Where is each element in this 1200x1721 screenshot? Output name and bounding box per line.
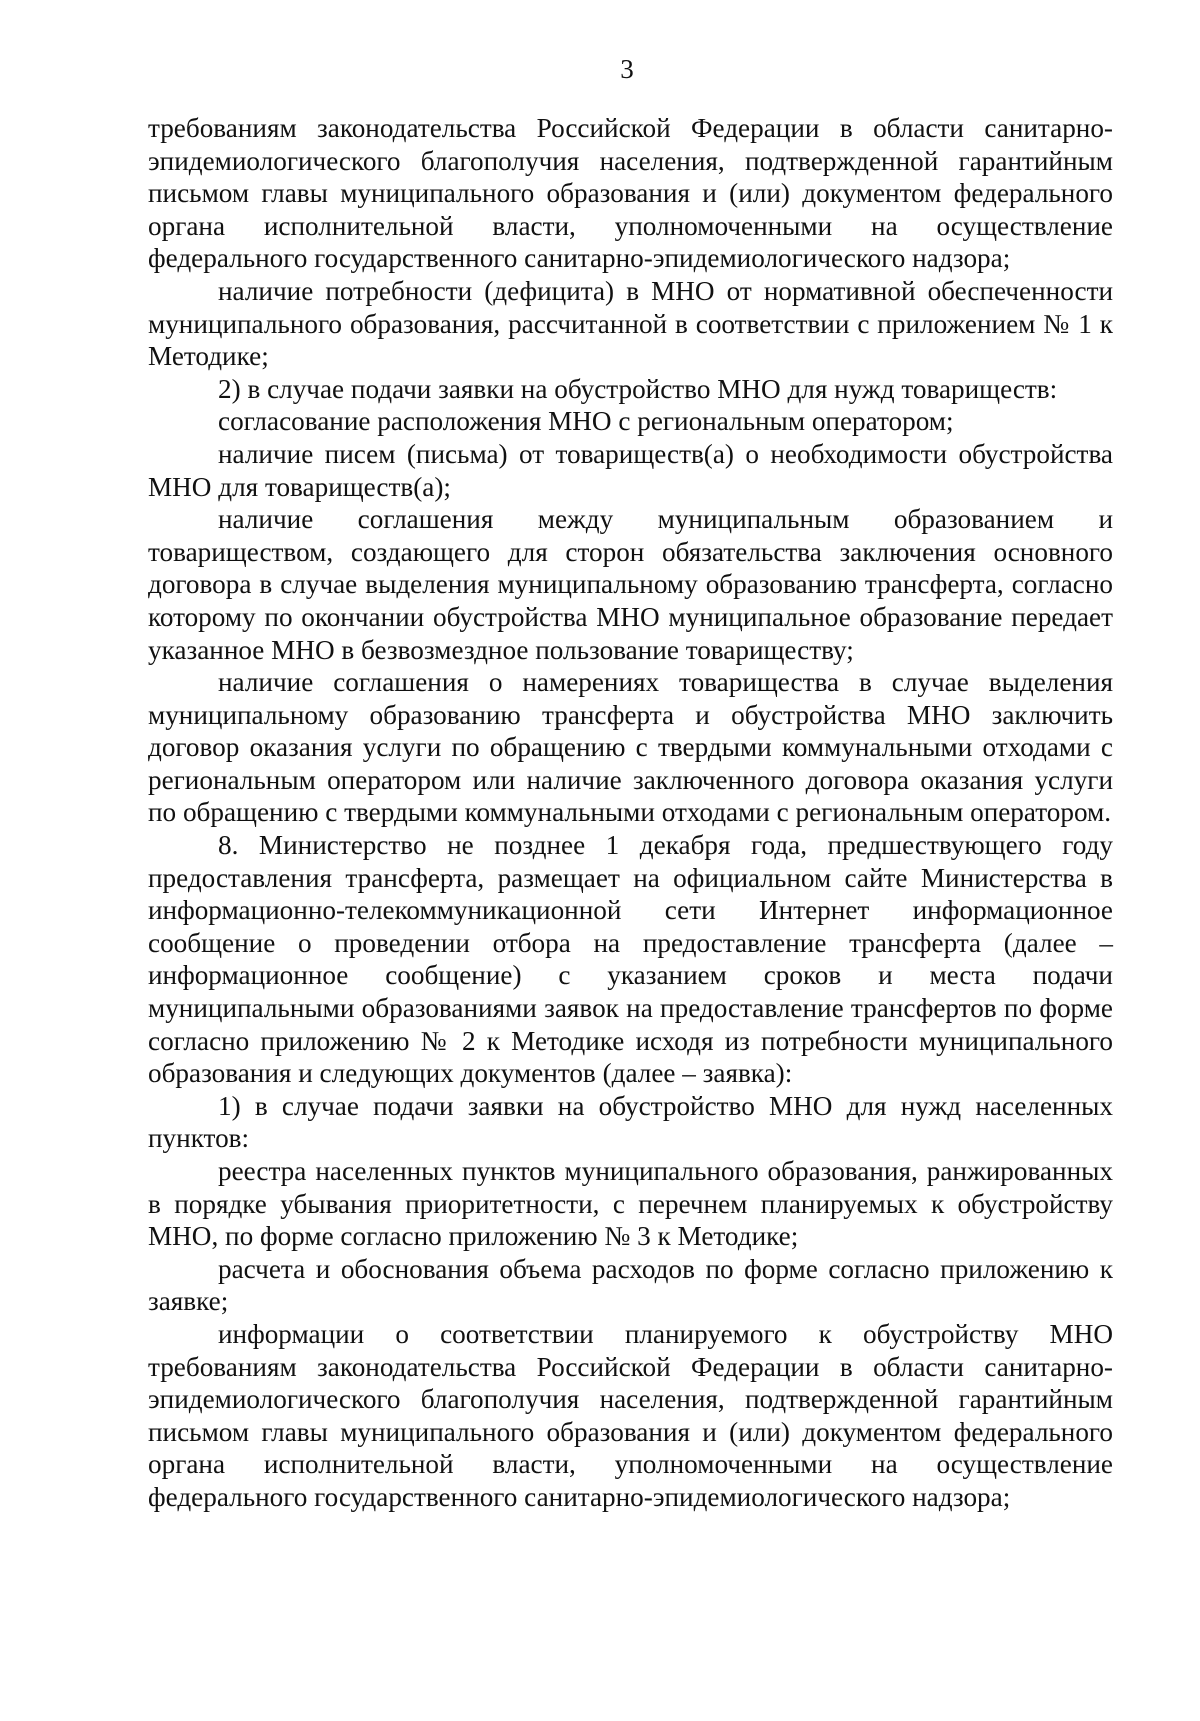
paragraph: 1) в случае подачи заявки на обустройство МНО для нужд населенных пунктов: bbox=[148, 1090, 1113, 1154]
document-body bbox=[148, 112, 1113, 1514]
paragraph: согласование расположения МНО с региональным оператором; bbox=[218, 406, 954, 437]
page-number: 3 bbox=[620, 54, 634, 84]
paragraph: расчета и обоснования объема расходов по форме согласно приложению к заявке; bbox=[148, 1253, 1113, 1317]
paragraph: наличие соглашения о намерениях товарищества в случае выделения муниципальному образованию трансферта и обустройства МНО заключить договор оказания услуги по обращению с твердыми коммунальными отходами с региональным оператором или наличие заключенного договора оказания услуги по обращению с твердыми коммунальными отходами с региональным оператором. bbox=[148, 667, 1113, 828]
paragraph: реестра населенных пунктов муниципального образования, ранжированных в порядке убывания приоритетности, с перечнем планируемых к обустройству МНО, по форме согласно приложению № 3 к Методике; bbox=[148, 1156, 1113, 1252]
paragraph: информации о соответствии планируемого к обустройству МНО требованиям законодательства Российской Федерации в области санитарно-эпидемиологического благополучия населения, подтвержденной гарантийным письмом главы муниципального образования и (или) документом федерального органа исполнительной власти, уполномоченными на осуществление федерального государственного санитарно-эпидемиологического надзора; bbox=[148, 1318, 1113, 1512]
paragraph: 2) в случае подачи заявки на обустройство МНО для нужд товариществ: bbox=[218, 373, 1058, 404]
paragraph: наличие писем (письма) от товариществ(а) о необходимости обустройства МНО для товариществ(а); bbox=[148, 438, 1113, 502]
paragraph: наличие соглашения между муниципальным образованием и товариществом, создающего для сторон обязательства заключения основного договора в случае выделения муниципальному образованию трансферта, согласно которому по окончании обустройства МНО муниципальное образование передает указанное МНО в безвозмездное пользование товариществу; bbox=[148, 504, 1113, 665]
paragraph: наличие потребности (дефицита) в МНО от нормативной обеспеченности муниципального образования, рассчитанной в соответствии с приложением № 1 к Методике; bbox=[148, 275, 1113, 372]
paragraph: требованиям законодательства Российской Федерации в области санитарно-эпидемиологического благополучия населения, подтвержденной гарантийным письмом главы муниципального образования и (или) документом федерального органа исполнительной власти, уполномоченными на осуществление федерального государственного санитарно-эпидемиологического надзора; bbox=[148, 113, 1113, 274]
paragraph: 8. Министерство не позднее 1 декабря года, предшествующего году предоставления трансферта, размещает на официальном сайте Министерства в информационно-телекоммуникационной сети Интернет информационное сообщение о проведении отбора на предоставление трансферта (далее – информационное сообщение) с указанием сроков и места подачи муниципальными образованиями заявок на предоставление трансфертов по форме согласно приложению № 2 к Методике исходя из потребности муниципального образования и следующих документов (далее – заявка): bbox=[148, 830, 1113, 1089]
